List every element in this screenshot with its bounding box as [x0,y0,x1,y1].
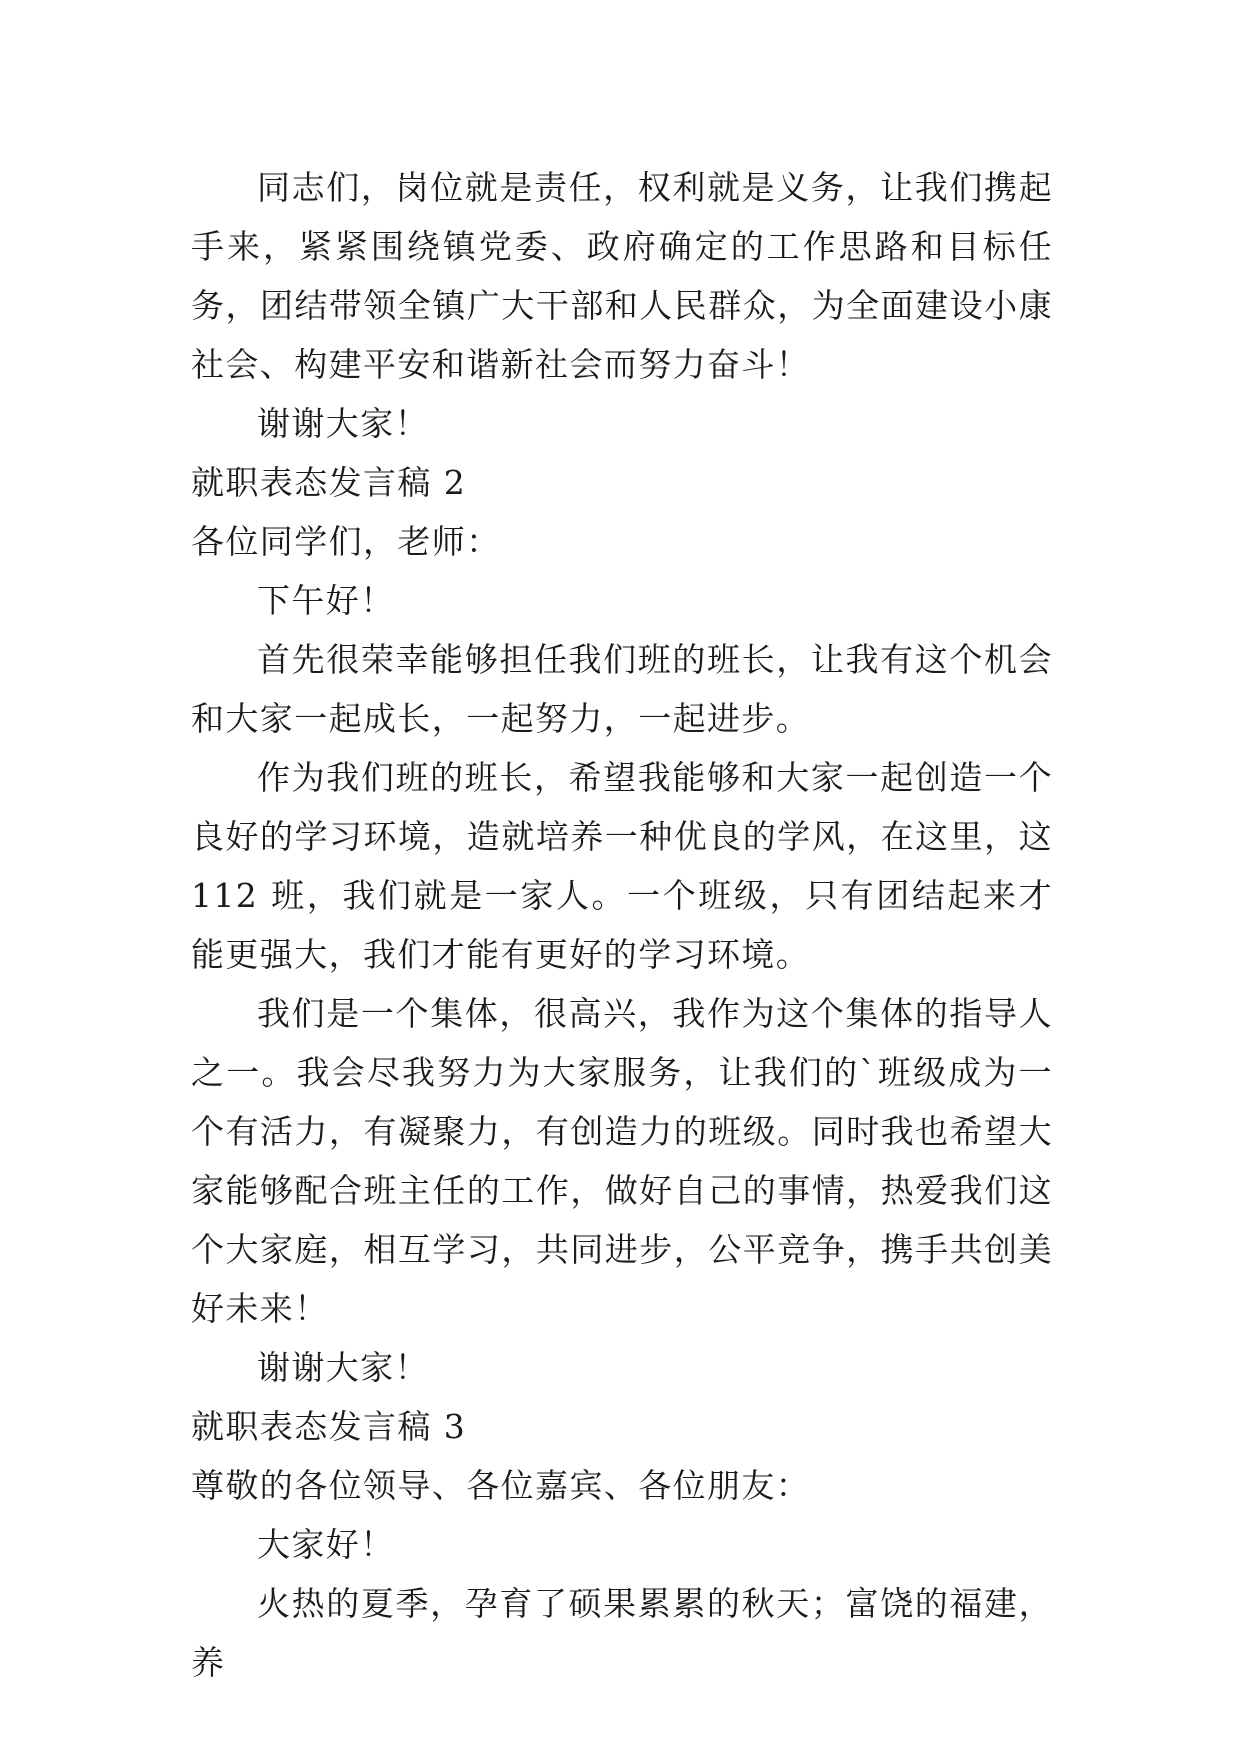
paragraph-thanks: 谢谢大家！ [257,404,429,443]
salutation: 尊敬的各位领导、各位嘉宾、各位朋友： [191,1466,811,1505]
paragraph-honor: 首先很荣幸能够担任我们班的班长，让我有这个机会和大家一起成长，一起努力，一起进步。 [191,640,1053,738]
salutation: 各位同学们，老师： [191,522,501,561]
paragraph-class-environment: 作为我们班的班长，希望我能够和大家一起创造一个良好的学习环境，造就培养一种优良的学风，在这里，这 112 班，我们就是一家人。一个班级，只有团结起来才能更强大，我们才能有更好的学习环境。 [191,758,1053,974]
paragraph-closing-appeal: 同志们，岗位就是责任，权利就是义务，让我们携起手来，紧紧围绕镇党委、政府确定的工作思路和目标任务，团结带领全镇广大干部和人民群众，为全面建设小康社会、构建平安和谐新社会而努力奋斗！ [191,168,1053,384]
paragraph-thanks: 谢谢大家！ [257,1348,429,1387]
document-body [191,158,1053,1692]
paragraph-summer: 火热的夏季，孕育了硕果累累的秋天；富饶的福建，养 [191,1584,1053,1682]
greeting: 下午好！ [257,581,395,620]
section-heading-2: 就职表态发言稿 2 [191,463,467,502]
section-heading-3: 就职表态发言稿 3 [191,1407,467,1446]
paragraph-collective: 我们是一个集体，很高兴，我作为这个集体的指导人之一。我会尽我努力为大家服务，让我们的`班级成为一个有活力，有凝聚力，有创造力的班级。同时我也希望大家能够配合班主任的工作，做好自己的事情，热爱我们这个大家庭，相互学习，共同进步，公平竞争，携手共创美好未来！ [191,994,1053,1328]
greeting: 大家好！ [257,1525,395,1564]
